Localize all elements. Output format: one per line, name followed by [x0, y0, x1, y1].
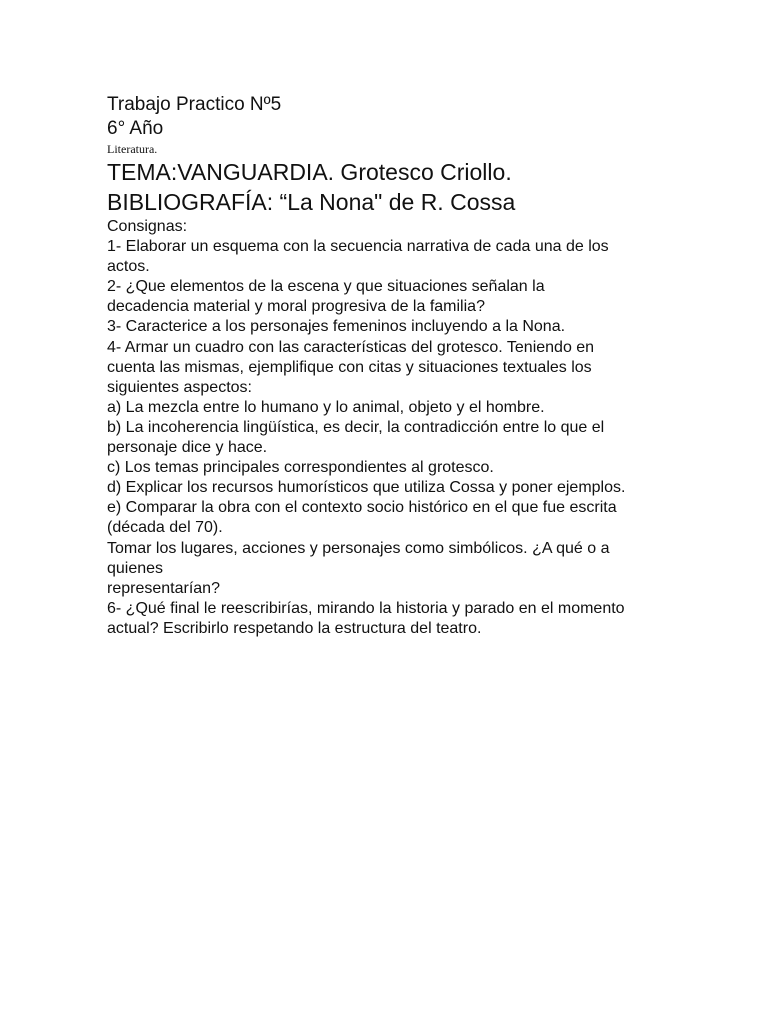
text-line: actual? Escribirlo respetando la estructura del teatro. [107, 619, 482, 637]
text-line: cuenta las mismas, ejemplifique con citas y situaciones textuales los [107, 358, 592, 376]
text-line: e) Comparar la obra con el contexto socio histórico en el que fue escrita [107, 499, 617, 517]
text-line: 1- Elaborar un esquema con la secuencia narrativa de cada una de los [107, 238, 609, 256]
doc-subject: Literatura. [107, 142, 158, 156]
text-line: (década del 70). [107, 519, 223, 537]
text-line: 3- Caracterice a los personajes femeninos incluyendo a la Nona. [107, 318, 566, 336]
text-line: Consignas: [107, 218, 188, 235]
text-line: actos. [107, 258, 150, 276]
consignas-block [107, 217, 687, 639]
text-line: representarían? [107, 579, 220, 597]
text-line: Tomar los lugares, acciones y personajes como simbólicos. ¿A qué o a [107, 539, 610, 557]
doc-title: Trabajo Practico Nº5 [107, 94, 282, 115]
text-line: d) Explicar los recursos humorísticos que utiliza Cossa y poner ejemplos. [107, 479, 626, 497]
doc-bibliografia: BIBLIOGRAFÍA: “La Nona" de R. Cossa [107, 189, 516, 215]
text-line: 4- Armar un cuadro con las características del grotesco. Teniendo en [107, 338, 595, 356]
doc-tema: TEMA:VANGUARDIA. Grotesco Criollo. [107, 159, 512, 185]
text-line: 6- ¿Qué final le reescribirías, mirando la historia y parado en el momento [107, 599, 625, 617]
text-line: c) Los temas principales correspondientes al grotesco. [107, 459, 494, 477]
text-line: siguientes aspectos: [107, 378, 252, 396]
text-line: decadencia material y moral progresiva de la familia? [107, 298, 485, 316]
text-line: quienes [107, 559, 164, 577]
document-page [107, 93, 687, 639]
doc-year: 6° Año [107, 118, 164, 139]
text-line: b) La incoherencia lingüística, es decir, la contradicción entre lo que el [107, 418, 605, 436]
text-line: personaje dice y hace. [107, 439, 268, 457]
text-line: 2- ¿Que elementos de la escena y que situaciones señalan la [107, 278, 545, 296]
text-line: a) La mezcla entre lo humano y lo animal, objeto y el hombre. [107, 398, 545, 416]
